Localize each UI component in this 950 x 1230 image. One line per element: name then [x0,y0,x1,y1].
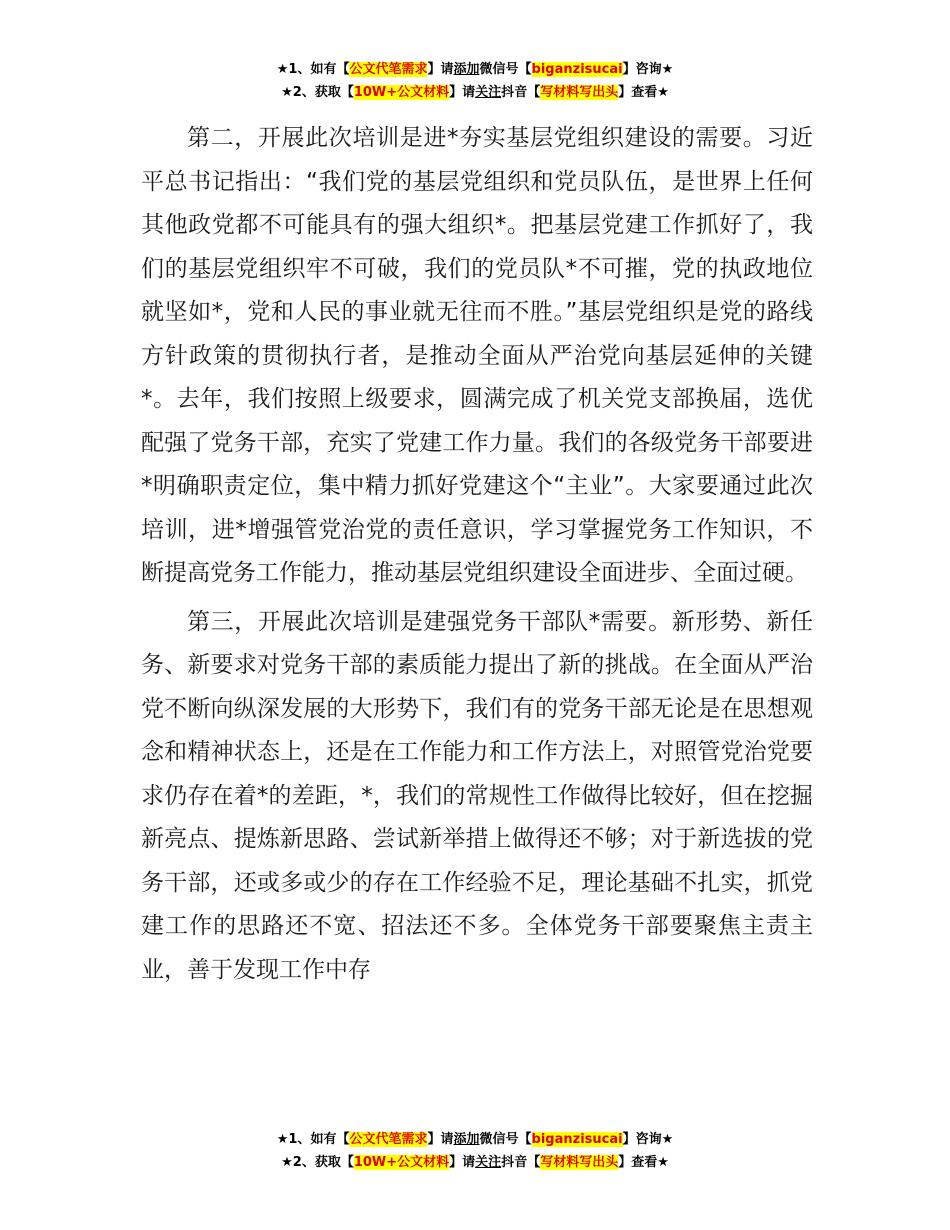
footer-line-1-text: 】请 [427,1132,454,1147]
header-banner [0,58,950,104]
footer-line-1-prefix: ★1、如有【 [276,1132,350,1147]
footer-line-1-text-2: 微信号【 [479,1132,532,1147]
header-line-1 [0,58,950,81]
header-underline-add: 添加 [453,62,480,77]
footer-highlight-douyin: 写材料写出头 [540,1155,619,1170]
header-highlight-wechat-id: biganzisucai [531,62,623,77]
header-line-1-text-2: 微信号【 [479,62,532,77]
header-line-1-prefix: ★1、如有【 [276,62,350,77]
footer-line-1-suffix: 】咨询★ [622,1132,674,1147]
footer-highlight-materials: 10W+公文材料 [353,1155,450,1170]
header-line-1-text: 】请 [427,62,454,77]
header-highlight-materials: 10W+公文材料 [353,85,450,100]
footer-underline-follow: 关注 [475,1155,502,1170]
header-underline-follow: 关注 [475,85,502,100]
paragraph-second-point: 第二，开展此次培训是进*夯实基层党组织建设的需要。习近平总书记指出：“我们党的基层党组织和党员队伍，是世界上任何其他政党都不可能具有的强大组织*。把基层党建工作抓好了，我们的基层党组织牢不可破，我们的党员队*不可摧，党的执政地位就坚如*，党和人民的事业就无往而不胜。”基层党组织是党的路线方针政策的贯彻执行者，是推动全面从严治党向基层延伸的关键*。去年，我们按照上级要求，圆满完成了机关党支部换届，选优配强了党务干部，充实了党建工作力量。我们的各级党务干部要进*明确职责定位，集中精力抓好党建这个“主业”。大家要通过此次培训，进*增强管党治党的责任意识，学习掌握党务工作知识，不断提高党务工作能力，推动基层党组织建设全面进步、全面过硬。 [141,125,813,586]
header-line-2 [0,81,950,104]
header-line-2-text: 】请 [449,85,476,100]
footer-line-2-prefix: ★2、获取【 [281,1155,354,1170]
footer-line-2-text-2: 抖音【 [501,1155,541,1170]
header-line-1-suffix: 】咨询★ [622,62,674,77]
header-line-2-prefix: ★2、获取【 [281,85,354,100]
footer-line-2-suffix: 】查看★ [618,1155,669,1170]
footer-line-1 [0,1128,950,1151]
footer-line-2 [0,1151,950,1174]
footer-highlight-ghostwriting: 公文代笔需求 [349,1132,428,1147]
footer-highlight-wechat-id: biganzisucai [531,1132,623,1147]
paragraph-third-point: 第三，开展此次培训是建强党务干部队*需要。新形势、新任务、新要求对党务干部的素质能力提出了新的挑战。在全面从严治党不断向纵深发展的大形势下，我们有的党务干部无论是在思想观念和精神状态上，还是在工作能力和工作方法上，对照管党治党要求仍存在着*的差距，*，我们的常规性工作做得比较好，但在挖掘新亮点、提炼新思路、尝试新举措上做得还不够；对于新选拔的党务干部，还或多或少的存在工作经验不足，理论基础不扎实，抓党建工作的思路还不宽、招法还不多。全体党务干部要聚焦主责主业，善于发现工作中存 [141,608,813,983]
header-line-2-suffix: 】查看★ [618,85,669,100]
footer-underline-add: 添加 [453,1132,480,1147]
footer-line-2-text: 】请 [449,1155,476,1170]
document-body [141,117,813,992]
footer-banner [0,1128,950,1174]
header-line-2-text-2: 抖音【 [501,85,541,100]
header-highlight-douyin: 写材料写出头 [540,85,619,100]
header-highlight-ghostwriting: 公文代笔需求 [349,62,428,77]
